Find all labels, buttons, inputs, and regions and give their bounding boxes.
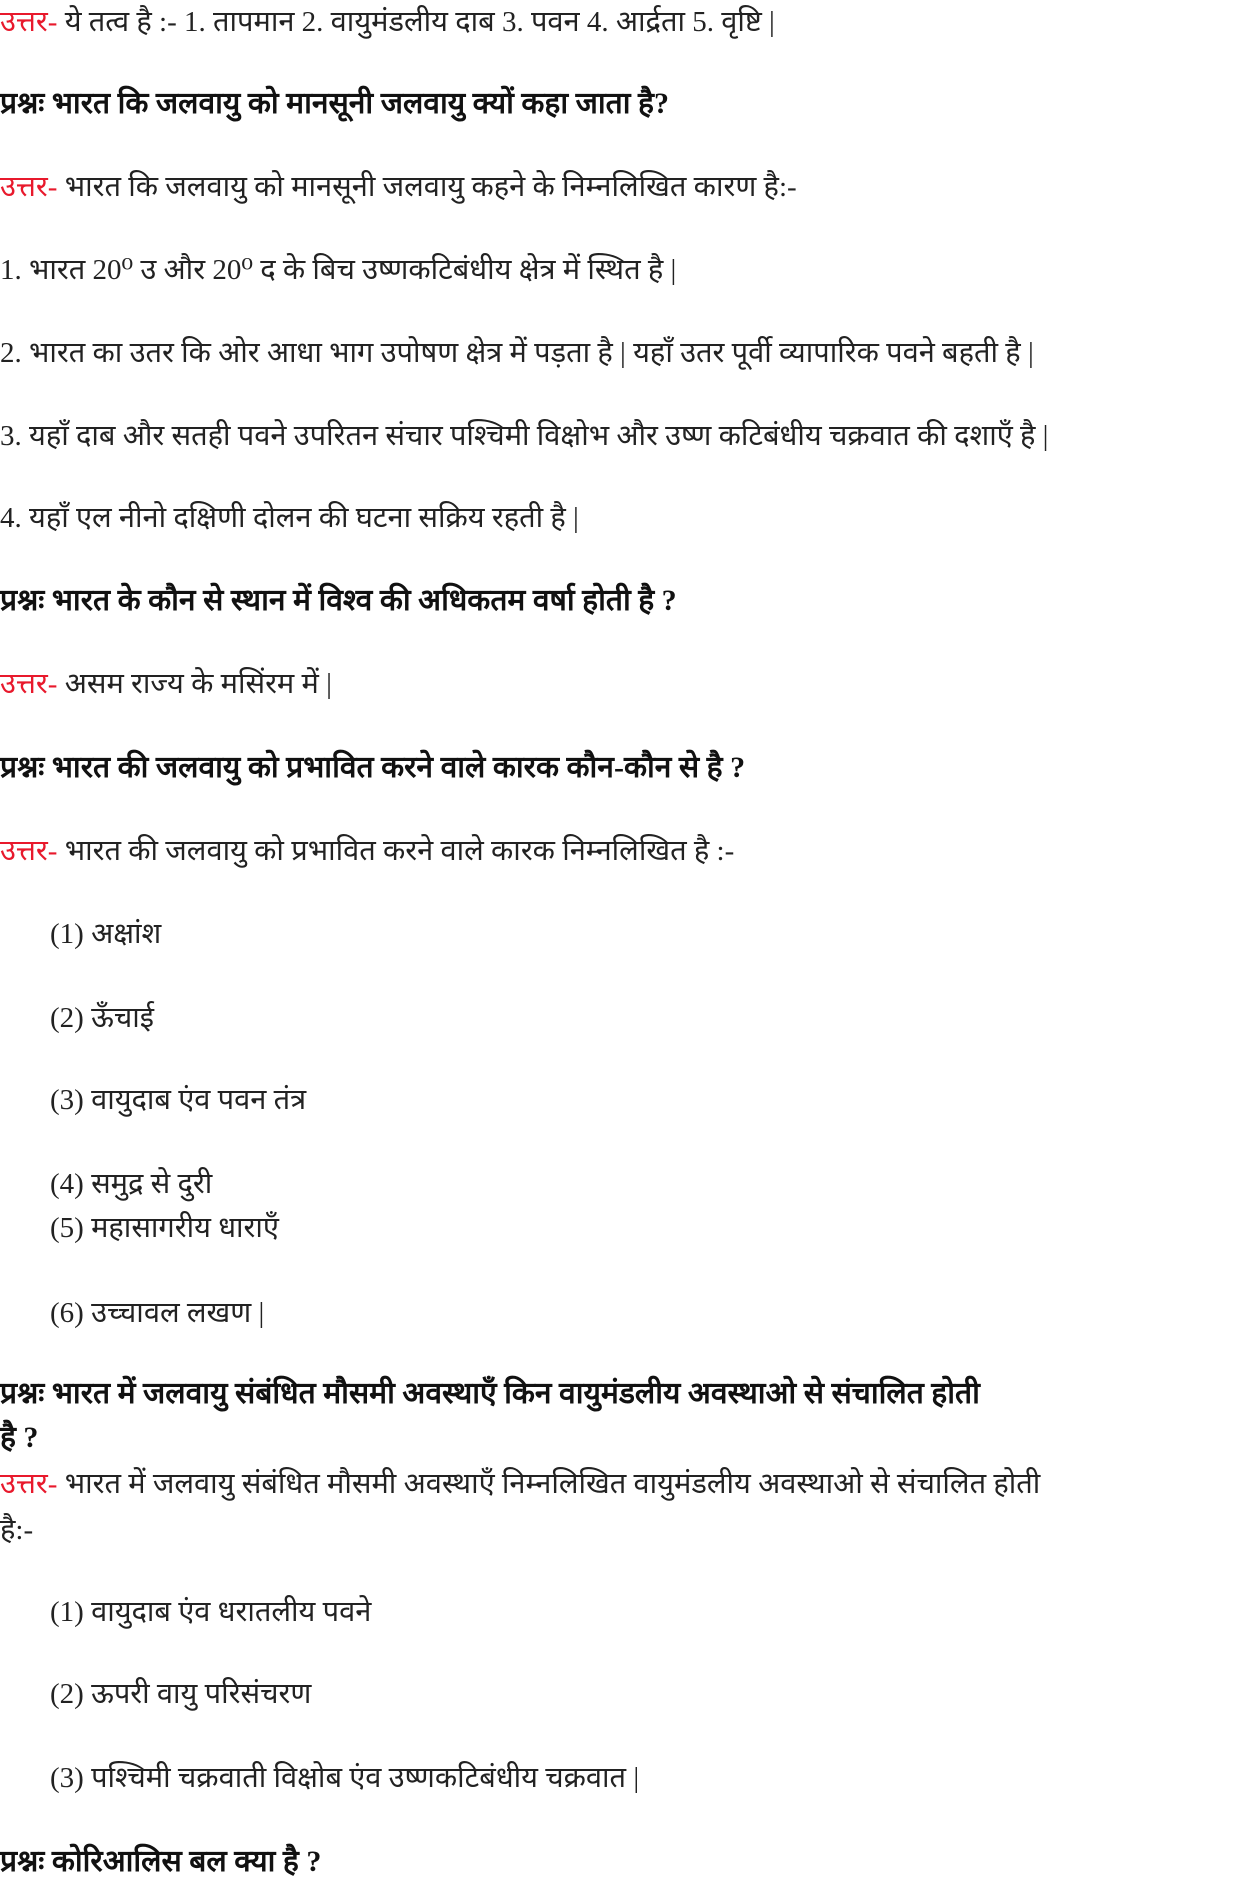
answer-text: ये तत्व है :- 1. तापमान 2. वायुमंडलीय दाब 3. पवन 4. आर्द्रता 5. वृष्टि |: [64, 6, 775, 38]
list-item: (3) पश्चिमी चक्रवाती विक्षोब एंव उष्णकटिबंधीय चक्रवात |: [50, 1762, 640, 1794]
answer-line: [0, 831, 734, 871]
list-item: (2) ऊँचाई: [50, 1002, 154, 1034]
question-text: भारत की जलवायु को प्रभावित करने वाले कारक कौन-कौन से है ?: [51, 751, 746, 784]
answer-point: 1. भारत 20⁰ उ और 20⁰ द के बिच उष्णकटिबंधीय क्षेत्र में स्थित है |: [0, 254, 677, 286]
answer-text: असम राज्य के मसिंरम में |: [64, 668, 332, 700]
answer-line-continued: है:-: [0, 1514, 34, 1546]
question-label: प्रश्नः: [0, 1377, 45, 1410]
question-text: भारत कि जलवायु को मानसूनी जलवायु क्यों कहा जाता है?: [51, 87, 669, 120]
question-line: [0, 581, 677, 621]
question-line: [0, 748, 745, 788]
answer-text: भारत कि जलवायु को मानसूनी जलवायु कहने के निम्नलिखित कारण है:-: [64, 171, 797, 203]
answer-label: उत्तर-: [0, 835, 58, 867]
list-item: (2) ऊपरी वायु परिसंचरण: [50, 1678, 312, 1710]
list-item: (3) वायुदाब एंव पवन तंत्र: [50, 1084, 307, 1116]
answer-text: भारत में जलवायु संबंधित मौसमी अवस्थाएँ निम्नलिखित वायुमंडलीय अवस्थाओ से संचालित होती: [64, 1468, 1041, 1500]
answer-point: 3. यहाँ दाब और सतही पवने उपरितन संचार पश्चिमी विक्षोभ और उष्ण कटिबंधीय चक्रवात की दशाएँ है |: [0, 420, 1049, 452]
question-line: [0, 1374, 980, 1414]
question-line-continued: है ?: [0, 1421, 39, 1454]
answer-point: 2. भारत का उतर कि ओर आधा भाग उपोषण क्षेत्र में पड़ता है | यहाँ उतर पूर्वी व्यापारिक पवने बहती है |: [0, 337, 1034, 369]
answer-line: [0, 2, 775, 42]
answer-line: [0, 1464, 1040, 1504]
answer-label: उत्तर-: [0, 6, 58, 38]
answer-point: 4. यहाँ एल नीनो दक्षिणी दोलन की घटना सक्रिय रहती है |: [0, 502, 579, 534]
question-label: प्रश्नः: [0, 584, 45, 617]
list-item: (5) महासागरीय धाराएँ: [50, 1212, 279, 1244]
question-label: प्रश्नः: [0, 87, 45, 120]
answer-label: उत्तर-: [0, 1468, 58, 1500]
question-label: प्रश्नः: [0, 1845, 45, 1878]
question-line: [0, 1842, 321, 1882]
list-item: (1) वायुदाब एंव धरातलीय पवने: [50, 1596, 372, 1628]
answer-label: उत्तर-: [0, 668, 58, 700]
question-text: भारत के कौन से स्थान में विश्व की अधिकतम वर्षा होती है ?: [51, 584, 677, 617]
question-line: [0, 84, 669, 124]
answer-line: [0, 664, 332, 704]
question-label: प्रश्नः: [0, 751, 45, 784]
answer-line: [0, 167, 797, 207]
answer-label: उत्तर-: [0, 171, 58, 203]
answer-text: भारत की जलवायु को प्रभावित करने वाले कारक निम्नलिखित है :-: [64, 835, 735, 867]
question-text: कोरिआलिस बल क्या है ?: [51, 1845, 322, 1878]
question-text: भारत में जलवायु संबंधित मौसमी अवस्थाएँ किन वायुमंडलीय अवस्थाओ से संचालित होती: [51, 1377, 980, 1410]
list-item: (1) अक्षांश: [50, 918, 162, 950]
list-item: (6) उच्चावल लखण |: [50, 1297, 265, 1329]
list-item: (4) समुद्र से दुरी: [50, 1168, 213, 1200]
